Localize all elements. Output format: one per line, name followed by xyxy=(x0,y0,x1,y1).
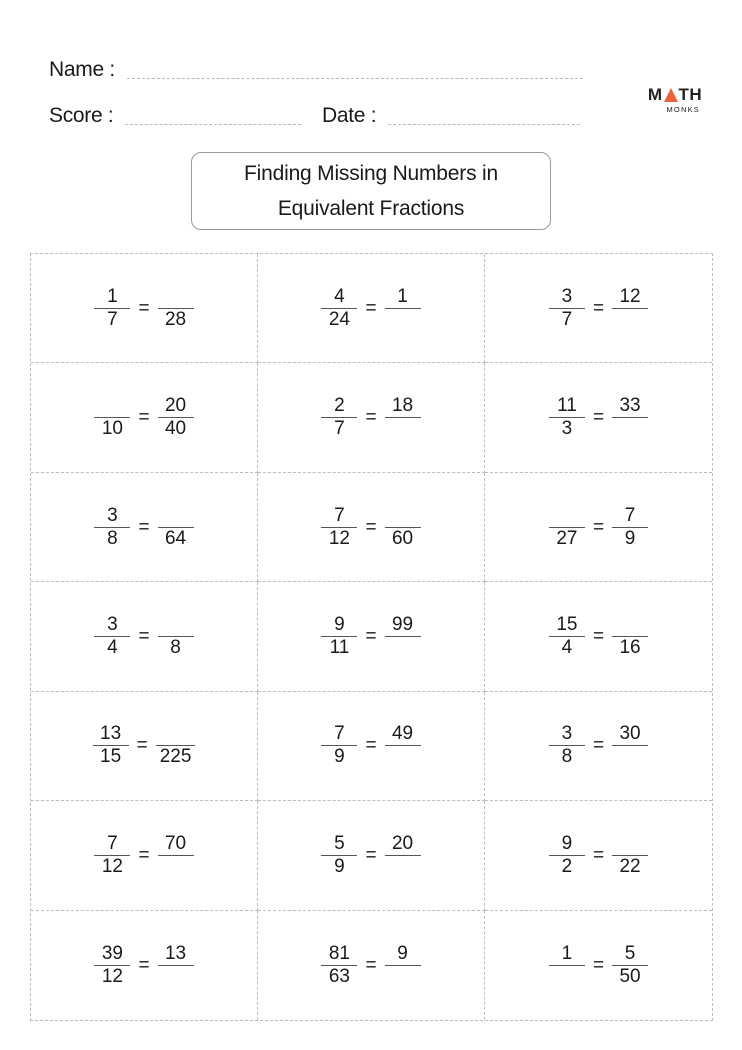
left-fraction xyxy=(321,505,357,550)
left-fraction xyxy=(321,723,357,768)
triangle-icon xyxy=(664,88,678,102)
right-numerator: 30 xyxy=(619,723,641,745)
equation xyxy=(321,614,420,659)
left-fraction xyxy=(549,614,585,659)
left-numerator: 13 xyxy=(100,723,122,745)
left-numerator: 5 xyxy=(334,832,345,854)
left-denominator: 63 xyxy=(328,965,350,987)
right-denominator[interactable] xyxy=(172,856,180,878)
right-fraction xyxy=(612,723,648,768)
left-numerator: 7 xyxy=(334,504,345,526)
left-numerator: 3 xyxy=(107,504,118,526)
left-fraction xyxy=(321,395,357,440)
right-denominator[interactable] xyxy=(399,856,407,878)
left-fraction xyxy=(94,833,130,878)
equation xyxy=(321,395,420,440)
equals-sign: = xyxy=(138,516,150,538)
right-denominator[interactable] xyxy=(626,418,634,440)
equation xyxy=(321,723,420,768)
equation xyxy=(549,723,648,768)
right-numerator[interactable] xyxy=(172,286,180,308)
left-denominator: 12 xyxy=(328,527,350,549)
right-fraction xyxy=(612,943,648,988)
right-fraction xyxy=(156,723,196,768)
equals-sign: = xyxy=(138,407,150,429)
right-denominator: 16 xyxy=(619,636,641,658)
left-denominator: 27 xyxy=(556,527,578,549)
left-denominator: 7 xyxy=(334,418,345,440)
problem-cell xyxy=(31,473,258,582)
left-numerator: 11 xyxy=(557,395,577,417)
equation xyxy=(94,943,193,988)
equation xyxy=(549,943,648,988)
logo-letter-m: M xyxy=(647,85,663,104)
right-fraction xyxy=(385,395,421,440)
problem-cell xyxy=(258,692,485,801)
left-numerator: 15 xyxy=(556,613,578,635)
left-denominator: 3 xyxy=(561,418,573,440)
equals-sign: = xyxy=(138,297,150,319)
right-denominator: 225 xyxy=(159,746,192,768)
score-label: Score : xyxy=(49,104,114,127)
equals-sign: = xyxy=(138,844,150,866)
right-numerator[interactable] xyxy=(172,614,180,636)
right-denominator[interactable] xyxy=(399,637,407,659)
problem-cell xyxy=(31,911,258,1020)
equals-sign: = xyxy=(592,297,605,319)
right-numerator: 13 xyxy=(164,942,187,964)
problem-cell xyxy=(31,582,258,691)
problem-cell xyxy=(258,363,485,472)
right-denominator: 8 xyxy=(170,636,181,658)
right-fraction xyxy=(385,614,421,659)
name-field xyxy=(49,58,583,82)
equation xyxy=(94,614,193,659)
problem-cell xyxy=(31,692,258,801)
left-numerator: 81 xyxy=(328,942,350,964)
left-numerator: 9 xyxy=(561,832,573,854)
right-denominator[interactable] xyxy=(399,418,407,440)
right-fraction xyxy=(158,505,194,550)
left-numerator: 1 xyxy=(561,942,573,964)
problem-cell xyxy=(258,801,485,910)
equals-sign: = xyxy=(592,407,605,429)
right-fraction xyxy=(612,614,648,659)
name-blank-line[interactable] xyxy=(127,78,583,79)
left-denominator: 8 xyxy=(561,746,573,768)
left-numerator: 7 xyxy=(334,723,345,745)
equation xyxy=(321,286,420,331)
left-fraction xyxy=(321,286,357,331)
left-denominator: 12 xyxy=(101,965,123,987)
right-fraction xyxy=(158,395,194,440)
equation xyxy=(94,395,193,440)
equation xyxy=(93,723,196,768)
left-fraction xyxy=(94,943,130,988)
score-field xyxy=(49,104,301,128)
right-fraction xyxy=(158,286,194,331)
right-fraction xyxy=(612,286,648,331)
left-denominator: 12 xyxy=(101,855,123,877)
right-fraction xyxy=(158,943,194,988)
equation xyxy=(549,395,648,440)
problem-cell xyxy=(485,582,712,691)
right-fraction xyxy=(385,943,421,988)
right-fraction xyxy=(612,505,648,550)
left-fraction xyxy=(321,943,357,988)
equals-sign: = xyxy=(365,407,377,429)
left-numerator: 2 xyxy=(334,395,345,417)
left-denominator: 7 xyxy=(107,308,118,330)
left-numerator: 3 xyxy=(107,613,118,635)
problem-cell xyxy=(485,911,712,1020)
left-fraction xyxy=(94,286,130,331)
right-fraction xyxy=(385,286,421,331)
right-denominator: 22 xyxy=(619,855,641,877)
left-numerator[interactable] xyxy=(108,395,116,417)
equation xyxy=(549,505,648,550)
left-denominator: 8 xyxy=(107,527,118,549)
right-denominator[interactable] xyxy=(626,309,634,331)
right-fraction xyxy=(385,505,421,550)
logo-wordmark xyxy=(647,86,703,103)
problem-cell xyxy=(258,473,485,582)
right-numerator: 18 xyxy=(391,395,414,417)
left-numerator: 9 xyxy=(334,613,345,635)
problem-cell xyxy=(31,254,258,363)
left-denominator: 24 xyxy=(328,308,350,330)
left-numerator: 4 xyxy=(334,285,345,307)
worksheet-title xyxy=(191,152,551,230)
left-fraction xyxy=(93,723,129,768)
equation xyxy=(94,833,193,878)
problem-cell xyxy=(258,911,485,1020)
equals-sign: = xyxy=(365,844,377,866)
right-denominator: 40 xyxy=(164,418,187,440)
name-label: Name : xyxy=(49,58,115,81)
right-numerator: 12 xyxy=(619,285,641,307)
right-numerator: 7 xyxy=(624,504,636,526)
left-numerator[interactable] xyxy=(563,505,571,527)
right-fraction xyxy=(385,833,421,878)
problem-cell xyxy=(31,363,258,472)
left-fraction xyxy=(549,723,585,768)
date-blank-line[interactable] xyxy=(388,124,580,125)
left-denominator: 11 xyxy=(329,636,350,658)
right-numerator[interactable] xyxy=(399,505,407,527)
equals-sign: = xyxy=(365,297,377,319)
equals-sign: = xyxy=(138,625,150,647)
equals-sign: = xyxy=(592,625,605,647)
equals-sign: = xyxy=(365,735,377,757)
right-denominator: 28 xyxy=(164,308,187,330)
left-numerator: 39 xyxy=(101,942,123,964)
left-denominator[interactable] xyxy=(563,966,571,988)
right-denominator: 64 xyxy=(164,527,187,549)
left-fraction xyxy=(549,395,585,440)
left-fraction xyxy=(321,833,357,878)
left-numerator: 3 xyxy=(561,285,573,307)
left-denominator: 2 xyxy=(561,855,573,877)
right-denominator[interactable] xyxy=(399,746,407,768)
right-denominator[interactable] xyxy=(399,966,407,988)
equals-sign: = xyxy=(138,954,150,976)
right-numerator: 20 xyxy=(391,832,414,854)
right-fraction xyxy=(158,833,194,878)
left-numerator: 1 xyxy=(107,285,118,307)
right-denominator[interactable] xyxy=(172,966,180,988)
logo-subtitle: MONKS xyxy=(666,105,700,114)
equals-sign: = xyxy=(592,735,605,757)
equals-sign: = xyxy=(365,954,377,976)
right-denominator[interactable] xyxy=(626,746,634,768)
equals-sign: = xyxy=(365,516,377,538)
left-denominator: 4 xyxy=(561,636,573,658)
left-fraction xyxy=(549,833,585,878)
left-fraction xyxy=(94,614,130,659)
right-numerator[interactable] xyxy=(172,505,180,527)
right-numerator: 5 xyxy=(624,942,636,964)
right-numerator: 49 xyxy=(391,723,414,745)
equation xyxy=(321,833,420,878)
equation xyxy=(549,833,648,878)
date-field xyxy=(322,104,580,128)
right-numerator: 70 xyxy=(164,832,187,854)
equation xyxy=(94,505,193,550)
right-denominator[interactable] xyxy=(399,309,407,331)
equals-sign: = xyxy=(592,844,605,866)
right-numerator: 33 xyxy=(619,395,641,417)
equation xyxy=(549,614,648,659)
left-fraction xyxy=(94,395,130,440)
title-line-2: Equivalent Fractions xyxy=(277,197,465,220)
right-fraction xyxy=(385,723,421,768)
left-denominator: 9 xyxy=(334,855,345,877)
right-fraction xyxy=(158,614,194,659)
left-fraction xyxy=(549,505,585,550)
right-numerator: 9 xyxy=(397,942,408,964)
score-blank-line[interactable] xyxy=(125,124,301,125)
equals-sign: = xyxy=(136,735,148,757)
right-numerator[interactable] xyxy=(626,614,634,636)
equation xyxy=(321,505,420,550)
left-denominator: 4 xyxy=(107,636,118,658)
right-fraction xyxy=(612,395,648,440)
problem-cell xyxy=(485,692,712,801)
left-denominator: 9 xyxy=(334,746,345,768)
problem-cell xyxy=(258,582,485,691)
right-numerator[interactable] xyxy=(172,723,180,745)
problem-cell xyxy=(485,363,712,472)
equation xyxy=(321,943,420,988)
right-fraction xyxy=(612,833,648,878)
problem-cell xyxy=(485,254,712,363)
problem-cell xyxy=(485,801,712,910)
right-denominator: 50 xyxy=(619,965,641,987)
logo-letters-th: TH xyxy=(678,85,703,104)
math-monks-logo xyxy=(647,86,703,114)
left-fraction xyxy=(94,505,130,550)
left-fraction xyxy=(321,614,357,659)
right-numerator: 20 xyxy=(164,395,187,417)
equals-sign: = xyxy=(592,516,605,538)
left-numerator: 7 xyxy=(107,832,118,854)
left-denominator: 7 xyxy=(561,308,573,330)
right-numerator[interactable] xyxy=(626,833,634,855)
problem-cell xyxy=(31,801,258,910)
date-label: Date : xyxy=(322,104,377,127)
right-numerator: 99 xyxy=(391,613,414,635)
left-denominator: 10 xyxy=(101,418,123,440)
equals-sign: = xyxy=(592,954,605,976)
right-denominator: 9 xyxy=(624,527,636,549)
problem-grid xyxy=(30,253,713,1021)
equation xyxy=(549,286,648,331)
equals-sign: = xyxy=(365,625,377,647)
problem-cell xyxy=(485,473,712,582)
left-numerator: 3 xyxy=(561,723,573,745)
title-line-1: Finding Missing Numbers in xyxy=(244,162,498,185)
problem-cell xyxy=(258,254,485,363)
right-denominator: 60 xyxy=(391,527,414,549)
right-numerator: 1 xyxy=(397,285,408,307)
left-denominator: 15 xyxy=(100,746,122,768)
left-fraction xyxy=(549,286,585,331)
equation xyxy=(94,286,193,331)
left-fraction xyxy=(549,943,585,988)
